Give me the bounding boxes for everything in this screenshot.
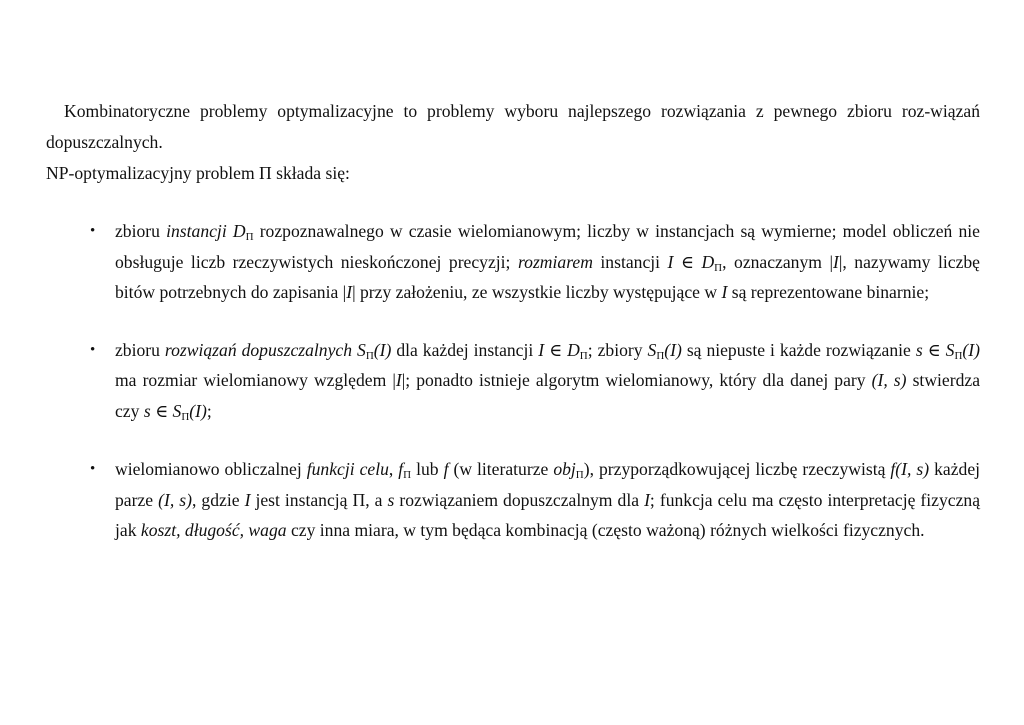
text: |, nazywamy liczbę bitów potrzebnych do zapisania | [115, 251, 980, 302]
text: ∈ [922, 339, 946, 360]
text: ; funkcja celu ma często interpretację fizyczną jak [115, 489, 981, 540]
math-arg: (I) [373, 339, 392, 360]
text: ; zbiory [587, 339, 648, 360]
math-sub: Π [954, 349, 963, 362]
text: ), przyporządkowującej liczbę rzeczywistą [583, 459, 891, 479]
text: zbioru [115, 339, 165, 360]
math-arg: (I) [664, 339, 682, 360]
math-arg: (I) [189, 400, 207, 421]
math-S: S [357, 339, 366, 360]
text: są niepuste i każde rozwiązanie [681, 339, 916, 360]
text: ma rozmiar wielomianowy względem | [115, 370, 396, 390]
math-I: I [644, 489, 650, 510]
text: rozpoznawalnego w czasie wielomianowym; liczby w instancjach są wymierne; model obliczeń nie obsługuje liczb rzeczywistych nieskończonej precyzji; [115, 221, 980, 272]
text: są reprezentowane binarnie; [727, 282, 930, 302]
text: , oznaczanym | [722, 251, 833, 272]
math-D: D [232, 221, 246, 241]
text: | przy założeniu, ze wszystkie liczby występujące w [352, 282, 722, 302]
text: każdej parze [115, 459, 981, 510]
math-S: S [172, 400, 182, 421]
term-examples: koszt, długość, waga [140, 520, 287, 540]
list-item-feasible-solutions [46, 335, 980, 427]
text: jest instancją Π, a [250, 489, 388, 510]
definition-list [46, 216, 980, 546]
math-I: I [667, 251, 674, 272]
text: lub [411, 459, 444, 479]
term-feasible-solutions: rozwiązań dopuszczalnych [164, 339, 353, 360]
math-f-of-pair: f(I, s) [890, 459, 930, 479]
text: ∈ [150, 400, 173, 421]
text: (w literaturze [448, 459, 554, 479]
document-page [46, 96, 980, 546]
text: , [388, 459, 399, 479]
list-item-instances [46, 216, 980, 308]
math-obj: obj [553, 459, 576, 479]
math-sub: Π [403, 469, 412, 481]
math-sub: Π [181, 410, 190, 423]
math-I: I [346, 282, 353, 302]
math-sub: Π [575, 469, 584, 481]
bullet-icon: • [90, 461, 96, 477]
math-sub: Π [579, 349, 588, 362]
math-sub: Π [365, 349, 374, 362]
text: , gdzie [191, 489, 245, 510]
text: ∈ [673, 251, 702, 272]
math-D: D [701, 251, 715, 272]
text: ∈ [544, 339, 568, 360]
bullet-icon: • [90, 223, 96, 239]
math-sub: Π [714, 261, 723, 274]
bullet-icon: • [90, 341, 96, 358]
math-I: I [538, 339, 545, 360]
math-f: f [443, 459, 449, 479]
math-I: I [244, 489, 251, 510]
math-I: I [832, 251, 839, 272]
math-s: s [143, 400, 151, 421]
math-s: s [387, 489, 395, 510]
list-item-objective-function [46, 454, 980, 546]
text: czy inna miara, w tym będąca kombinacją (często ważoną) różnych wielkości fizycznych. [286, 520, 925, 540]
math-I: I [721, 282, 728, 302]
text: instancji [592, 251, 668, 272]
text: dla każdej instancji [391, 339, 539, 360]
text: rozwiązaniem dopuszczalnym dla [394, 489, 645, 510]
math-f: f [398, 459, 404, 479]
math-s: s [915, 339, 923, 360]
text: wielomianowo obliczalnej [115, 459, 307, 479]
term-size: rozmiarem [517, 251, 593, 272]
math-pair: (I, s) [871, 370, 907, 390]
intro-line-1: Kombinatoryczne problemy optymalizacyjne to problemy wyboru najlepszego rozwiązania z pewnego zbioru roz-wiązań dopuszczalnych. [46, 101, 980, 152]
term-instances: instancji [166, 221, 227, 241]
text: stwierdza czy [115, 370, 980, 421]
term-objective-function: funkcji celu [306, 459, 389, 479]
math-D: D [567, 339, 580, 360]
math-S: S [945, 339, 955, 360]
intro-line-2: NP-optymalizacyjny problem Π składa się: [46, 163, 350, 183]
text: |; ponadto istnieje algorytm wielomianowy, który dla danej pary [401, 370, 872, 390]
math-arg: (I) [962, 339, 980, 360]
math-S: S [647, 339, 657, 360]
math-sub: Π [656, 349, 665, 362]
text: ; [206, 400, 212, 421]
math-I: I [395, 370, 402, 390]
text: zbioru [115, 221, 167, 241]
intro-paragraph [46, 96, 980, 189]
math-sub: Π [245, 231, 254, 243]
math-pair: (I, s) [158, 489, 192, 510]
